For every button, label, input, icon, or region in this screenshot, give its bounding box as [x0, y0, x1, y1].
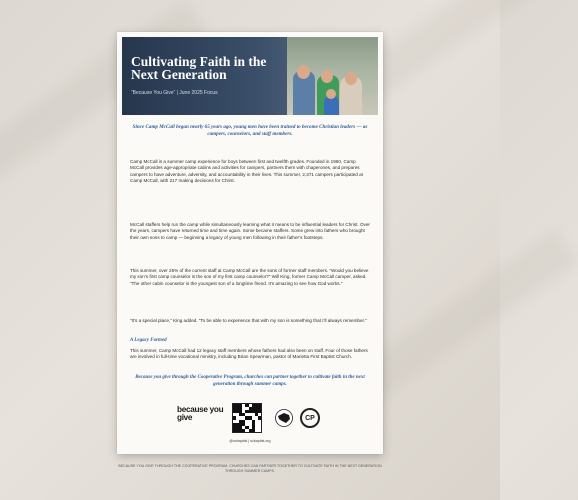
body-paragraph: This summer, Camp McCall had 12 legacy staff members whose fathers had also been on staff. Four of those fathers are involved in full-time vocational ministry, including Brian Spearman, pastor of Marietta First Baptist Church. [130, 348, 368, 360]
person-head [345, 72, 357, 85]
footer-text: BECAUSE YOU GIVE THROUGH THE COOPERATIVE PROGRAM, CHURCHES CAN PARTNER TOGETHER TO CULTIVATE FAITH IN THE NEXT GENERATION THROUGH SUMMER CAMPS. [118, 464, 382, 473]
body-paragraph: This summer, over 25% of the current staff at Camp McCall are the sons of former staff members. “Would you believe my son’s first camp counselor is the son of my first camp counselor?” Will King, former Camp McCall camper, asked. “The other cabin counselor is the youngest son of a longtime friend. It’s amazing to see how God works.” [130, 268, 369, 286]
qr-module [233, 416, 236, 419]
closing-statement: Because you give through the Cooperative Program, churches can partner together to cultivate faith in the next generation through summer camps. [135, 375, 365, 387]
qr-module [258, 416, 261, 419]
qr-code[interactable] [232, 403, 262, 433]
person-head [321, 70, 333, 83]
south-carolina-logo-icon [275, 409, 293, 427]
flyer-page [117, 32, 383, 473]
header-banner [122, 37, 378, 115]
intro-text: Since Camp McCall began nearly 65 years ago, young men have been trained to become Christian leaders — as campers, counselors, and staff members. [132, 124, 368, 138]
body-paragraph: Camp McCall is a summer camp experience for boys between first and twelfth grades. Founded in 1960, Camp McCall provides age-appropriate cabins and activities for campers, partners them with chaperones, and prepares campers to have adventure, adversity, and accountability in their lives. This summer, 2,371 campers participated at Camp McCall, with 217 making decisions for Christ. [130, 159, 363, 183]
header-photo [287, 37, 378, 115]
person-head [297, 65, 310, 79]
page-title: Cultivating Faith in the Next Generation [131, 54, 267, 82]
because-you-give-logo: because you give [177, 405, 224, 422]
social-links[interactable]: @scbaptist | scbaptist.org [229, 439, 271, 443]
qr-module [258, 410, 261, 413]
person-head [326, 89, 336, 99]
cooperative-program-logo: CP [300, 408, 320, 428]
body-paragraph: “It’s a special place,” King added. “To be able to experience that with my son is something that I’ll always remember.” [130, 318, 367, 323]
qr-module [242, 429, 245, 432]
logo-row [117, 403, 383, 433]
qr-module [252, 429, 255, 432]
body-paragraph: McCall staffers help run the camp while simultaneously learning what it means to be influential leaders for Christ. Over the years, campers have returned time and time again. Some became staffers. Some grew into fathers who brought their own sons to camp — beginning a legacy of young men following in their father’s footsteps. [130, 222, 370, 240]
page-subtitle: “Because You Give” | June 2025 Focus [131, 90, 218, 96]
section-heading: A Legacy Formed [130, 338, 167, 343]
